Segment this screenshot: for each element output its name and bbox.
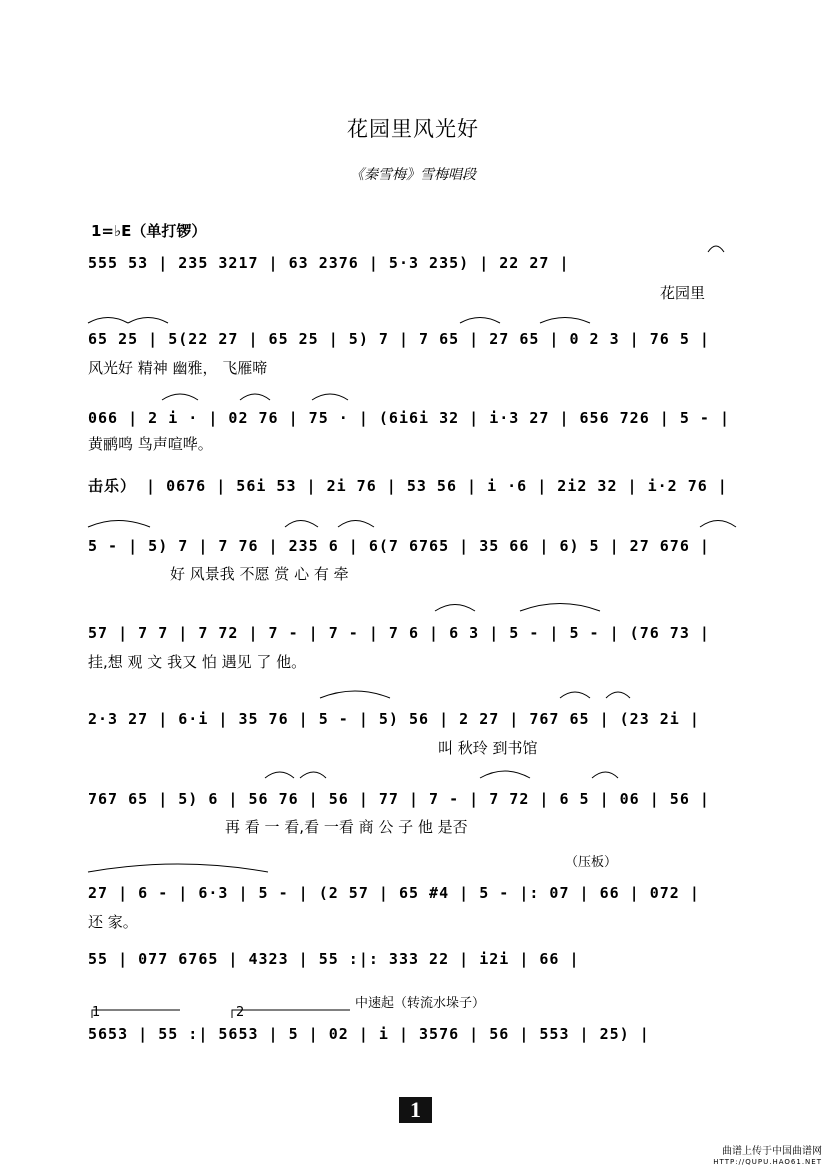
lyrics-line-1: 花园里 (660, 284, 706, 302)
notation-line-3: 066 | 2 i · | 02 76 | 75 · | (6i6i 32 | i·3 27 | 656 726 | 5 - | (88, 409, 730, 427)
lyrics-line-2: 风光好 精神 幽雅， 飞雁啼 (88, 359, 268, 377)
notation-line-10: 55 | 077 6765 | 4323 | 55 :|: 333 22 | i2i | 66 | (88, 950, 580, 968)
page-number: 1 (399, 1097, 432, 1123)
lyrics-line-9: 还 家。 (88, 913, 138, 931)
song-subtitle: 《秦雪梅》雪梅唱段 (350, 167, 476, 183)
lyrics-line-6: 挂,想 观 文 我又 怕 遇见 了 他。 (88, 653, 307, 671)
notation-line-11: 5653 | 55 :| 5653 | 5 | 02 | i | 3576 | 56 | 553 | 25) | (88, 1025, 650, 1043)
notation-line-9: 27 | 6 - | 6·3 | 5 - | (2 57 | 65 #4 | 5 - |: 07 | 66 | 072 | (88, 884, 700, 902)
notation-line-1: 555 53 | 235 3217 | 63 2376 | 5·3 235) | 22 27 | (88, 254, 570, 272)
tempo-marking-liushui: 中速起（转流水垛子） (355, 996, 486, 1011)
lyrics-line-5: 好 风景我 不愿 赏 心 有 牵 (170, 565, 349, 583)
notation-line-6: 57 | 7 7 | 7 72 | 7 - | 7 - | 7 6 | 6 3 | 5 - | 5 - | (76 73 | (88, 624, 710, 642)
volta-2-label: 2 (236, 1005, 245, 1020)
notation-line-7: 2·3 27 | 6·i | 35 76 | 5 - | 5) 56 | 2 27 | 767 65 | (23 2i | (88, 710, 700, 728)
site-url: HTTP://QUPU.HAO61.NET (713, 1158, 822, 1166)
notation-line-8: 767 65 | 5) 6 | 56 76 | 56 | 77 | 7 - | 7 72 | 6 5 | 06 | 56 | (88, 790, 710, 808)
notation-line-5: 5 - | 5) 7 | 7 76 | 235 6 | 6(7 6765 | 35 66 | 6) 5 | 27 676 | (88, 537, 710, 555)
lyrics-line-3: 黄鹂鸣 鸟声喧哗。 (88, 435, 213, 453)
lyrics-line-8: 再 看 一 看,看 一看 商 公 子 他 是否 (225, 818, 468, 836)
tempo-marking-yaban: （压板） (565, 855, 618, 870)
lyrics-line-7: 叫 秋玲 到书馆 (438, 739, 538, 757)
key-signature: 1=♭E（单打锣） (91, 222, 207, 240)
site-watermark: 曲谱上传于中国曲谱网 (722, 1146, 822, 1157)
notation-line-4: 击乐） | 0676 | 56i 53 | 2i 76 | 53 56 | i ·6 | 2i2 32 | i·2 76 | (88, 477, 728, 495)
volta-1-label: 1 (92, 1005, 101, 1020)
notation-line-2: 65 25 | 5(22 27 | 65 25 | 5) 7 | 7 65 | 27 65 | 0 2 3 | 76 5 | (88, 330, 710, 348)
song-title: 花园里风光好 (347, 117, 479, 141)
